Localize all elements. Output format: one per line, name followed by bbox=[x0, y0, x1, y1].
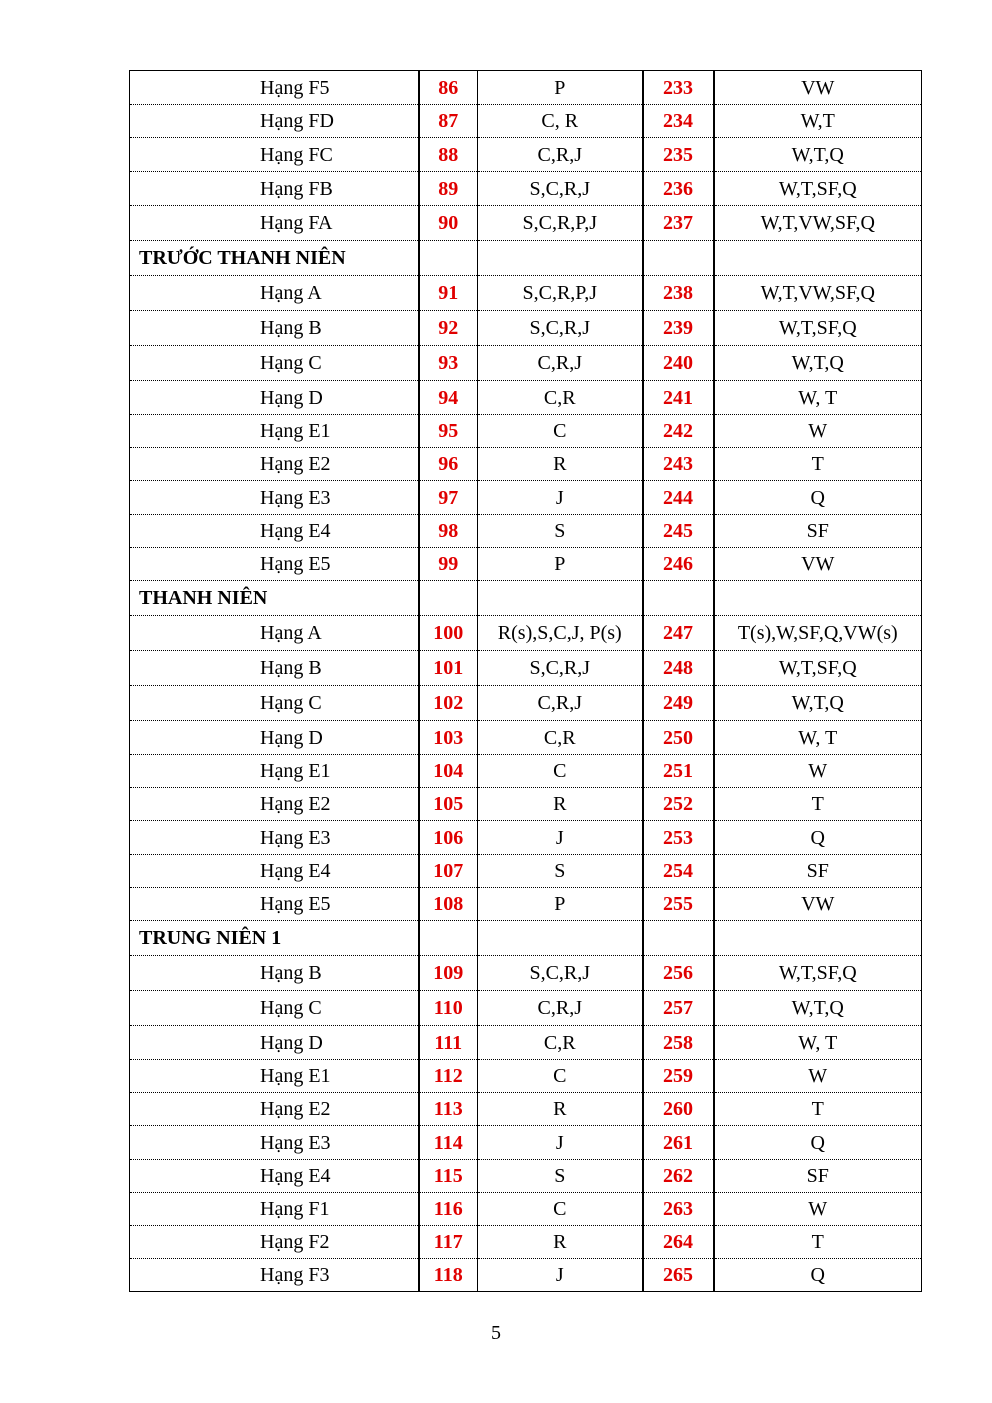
event-number-cell: 233 bbox=[643, 71, 714, 105]
events-cell: C bbox=[478, 415, 643, 448]
section-title: TRUNG NIÊN 1 bbox=[130, 921, 419, 956]
events-cell: T bbox=[714, 788, 922, 821]
table-row bbox=[130, 651, 922, 686]
events-cell: W,T,SF,Q bbox=[714, 651, 922, 686]
table-row bbox=[130, 311, 922, 346]
event-number-cell: 90 bbox=[419, 206, 478, 241]
events-cell: T bbox=[714, 1093, 922, 1126]
event-number-cell: 97 bbox=[419, 481, 478, 515]
table-body bbox=[130, 71, 922, 1292]
event-number-cell: 256 bbox=[643, 956, 714, 991]
category-cell: Hạng B bbox=[130, 311, 419, 346]
events-cell bbox=[714, 241, 922, 276]
table-row bbox=[130, 1160, 922, 1193]
table-row bbox=[130, 721, 922, 755]
events-cell: W,T,SF,Q bbox=[714, 956, 922, 991]
event-number-cell: 86 bbox=[419, 71, 478, 105]
category-cell: Hạng B bbox=[130, 956, 419, 991]
section-title: TRƯỚC THANH NIÊN bbox=[130, 241, 419, 276]
event-number-cell: 93 bbox=[419, 346, 478, 381]
table-row bbox=[130, 1026, 922, 1060]
events-cell bbox=[478, 921, 643, 956]
event-number-cell: 116 bbox=[419, 1193, 478, 1226]
event-number-cell: 247 bbox=[643, 616, 714, 651]
events-cell: C,R,J bbox=[478, 138, 643, 172]
events-cell: C, R bbox=[478, 105, 643, 138]
section-header-row bbox=[130, 241, 922, 276]
table-row bbox=[130, 956, 922, 991]
event-number-cell: 240 bbox=[643, 346, 714, 381]
category-cell: Hạng E5 bbox=[130, 888, 419, 921]
event-number-cell: 101 bbox=[419, 651, 478, 686]
event-number-cell: 117 bbox=[419, 1226, 478, 1259]
events-cell: W, T bbox=[714, 721, 922, 755]
category-cell: Hạng E5 bbox=[130, 548, 419, 581]
events-cell: R bbox=[478, 1093, 643, 1126]
event-number-cell: 259 bbox=[643, 1060, 714, 1093]
category-cell: Hạng E1 bbox=[130, 755, 419, 788]
event-number-cell: 88 bbox=[419, 138, 478, 172]
events-cell: C,R,J bbox=[478, 346, 643, 381]
event-number-cell: 98 bbox=[419, 515, 478, 548]
table-row bbox=[130, 821, 922, 855]
event-number-cell: 251 bbox=[643, 755, 714, 788]
events-cell: S bbox=[478, 855, 643, 888]
events-cell: C,R,J bbox=[478, 686, 643, 721]
events-cell: W,T bbox=[714, 105, 922, 138]
event-number-cell: 111 bbox=[419, 1026, 478, 1060]
events-cell: W,T,Q bbox=[714, 346, 922, 381]
category-cell: Hạng E1 bbox=[130, 1060, 419, 1093]
table-row bbox=[130, 481, 922, 515]
category-cell: Hạng E4 bbox=[130, 515, 419, 548]
event-number-cell: 91 bbox=[419, 276, 478, 311]
event-number-cell: 258 bbox=[643, 1026, 714, 1060]
event-number-cell: 257 bbox=[643, 991, 714, 1026]
events-cell: W,T,Q bbox=[714, 991, 922, 1026]
category-cell: Hạng F2 bbox=[130, 1226, 419, 1259]
category-cell: Hạng A bbox=[130, 616, 419, 651]
events-cell: R(s),S,C,J, P(s) bbox=[478, 616, 643, 651]
events-cell: J bbox=[478, 481, 643, 515]
events-cell: S,C,R,J bbox=[478, 311, 643, 346]
table-row bbox=[130, 616, 922, 651]
events-cell: T bbox=[714, 448, 922, 481]
table-row bbox=[130, 1060, 922, 1093]
category-cell: Hạng E4 bbox=[130, 855, 419, 888]
table-row bbox=[130, 855, 922, 888]
event-number-cell: 108 bbox=[419, 888, 478, 921]
events-cell: J bbox=[478, 821, 643, 855]
table-row bbox=[130, 1259, 922, 1292]
events-cell: C,R bbox=[478, 1026, 643, 1060]
table-row bbox=[130, 788, 922, 821]
section-header-row bbox=[130, 581, 922, 616]
event-number-cell bbox=[643, 921, 714, 956]
event-number-cell: 99 bbox=[419, 548, 478, 581]
table-row bbox=[130, 1126, 922, 1160]
category-cell: Hạng E1 bbox=[130, 415, 419, 448]
table-row bbox=[130, 515, 922, 548]
events-cell: SF bbox=[714, 1160, 922, 1193]
events-cell: P bbox=[478, 888, 643, 921]
events-cell: C,R,J bbox=[478, 991, 643, 1026]
event-number-cell: 102 bbox=[419, 686, 478, 721]
section-title: THANH NIÊN bbox=[130, 581, 419, 616]
section-header-row bbox=[130, 921, 922, 956]
events-cell: W,T,VW,SF,Q bbox=[714, 276, 922, 311]
table-row bbox=[130, 71, 922, 105]
event-number-cell: 110 bbox=[419, 991, 478, 1026]
category-cell: Hạng F3 bbox=[130, 1259, 419, 1292]
table-row bbox=[130, 686, 922, 721]
events-cell: W,T,Q bbox=[714, 686, 922, 721]
page-number: 5 bbox=[491, 1322, 501, 1344]
events-cell: Q bbox=[714, 481, 922, 515]
events-cell: C,R bbox=[478, 381, 643, 415]
events-cell: SF bbox=[714, 855, 922, 888]
event-number-cell: 238 bbox=[643, 276, 714, 311]
events-cell: P bbox=[478, 71, 643, 105]
event-number-cell: 248 bbox=[643, 651, 714, 686]
category-cell: Hạng C bbox=[130, 686, 419, 721]
events-cell bbox=[714, 921, 922, 956]
event-number-cell: 261 bbox=[643, 1126, 714, 1160]
table-row bbox=[130, 206, 922, 241]
event-number-cell: 105 bbox=[419, 788, 478, 821]
table-row bbox=[130, 381, 922, 415]
table-row bbox=[130, 1226, 922, 1259]
category-cell: Hạng F1 bbox=[130, 1193, 419, 1226]
event-number-cell: 239 bbox=[643, 311, 714, 346]
event-number-cell: 242 bbox=[643, 415, 714, 448]
events-cell: W bbox=[714, 1193, 922, 1226]
events-cell: VW bbox=[714, 548, 922, 581]
category-cell: Hạng E3 bbox=[130, 481, 419, 515]
events-cell: S,C,R,J bbox=[478, 172, 643, 206]
category-cell: Hạng C bbox=[130, 991, 419, 1026]
events-cell: S,C,R,J bbox=[478, 651, 643, 686]
events-cell: W,T,Q bbox=[714, 138, 922, 172]
event-number-cell: 109 bbox=[419, 956, 478, 991]
events-cell: C,R bbox=[478, 721, 643, 755]
events-cell: W, T bbox=[714, 381, 922, 415]
table-row bbox=[130, 755, 922, 788]
category-cell: Hạng A bbox=[130, 276, 419, 311]
event-number-cell bbox=[419, 241, 478, 276]
event-number-cell: 235 bbox=[643, 138, 714, 172]
events-cell: W,T,VW,SF,Q bbox=[714, 206, 922, 241]
event-number-cell: 118 bbox=[419, 1259, 478, 1292]
events-cell: S bbox=[478, 1160, 643, 1193]
events-cell: W,T,SF,Q bbox=[714, 172, 922, 206]
table-row bbox=[130, 276, 922, 311]
event-number-cell: 113 bbox=[419, 1093, 478, 1126]
events-cell: Q bbox=[714, 1259, 922, 1292]
event-number-cell: 234 bbox=[643, 105, 714, 138]
event-number-cell: 262 bbox=[643, 1160, 714, 1193]
events-cell: W, T bbox=[714, 1026, 922, 1060]
events-cell: S,C,R,P,J bbox=[478, 276, 643, 311]
events-cell: S,C,R,J bbox=[478, 956, 643, 991]
event-number-cell: 246 bbox=[643, 548, 714, 581]
events-cell: W bbox=[714, 415, 922, 448]
category-table bbox=[129, 70, 922, 1292]
event-number-cell: 243 bbox=[643, 448, 714, 481]
table-row bbox=[130, 1193, 922, 1226]
event-number-cell: 255 bbox=[643, 888, 714, 921]
event-number-cell bbox=[419, 921, 478, 956]
event-number-cell: 112 bbox=[419, 1060, 478, 1093]
event-number-cell: 107 bbox=[419, 855, 478, 888]
event-number-cell: 106 bbox=[419, 821, 478, 855]
category-cell: Hạng F5 bbox=[130, 71, 419, 105]
events-cell: S,C,R,P,J bbox=[478, 206, 643, 241]
event-number-cell: 103 bbox=[419, 721, 478, 755]
events-cell: R bbox=[478, 448, 643, 481]
event-number-cell: 114 bbox=[419, 1126, 478, 1160]
category-cell: Hạng FA bbox=[130, 206, 419, 241]
table-row bbox=[130, 346, 922, 381]
events-cell: W,T,SF,Q bbox=[714, 311, 922, 346]
event-number-cell: 241 bbox=[643, 381, 714, 415]
events-cell: C bbox=[478, 1060, 643, 1093]
event-number-cell: 115 bbox=[419, 1160, 478, 1193]
category-cell: Hạng E2 bbox=[130, 448, 419, 481]
events-cell: Q bbox=[714, 821, 922, 855]
event-number-cell: 245 bbox=[643, 515, 714, 548]
events-cell: J bbox=[478, 1259, 643, 1292]
event-number-cell bbox=[419, 581, 478, 616]
events-cell: C bbox=[478, 755, 643, 788]
event-number-cell: 264 bbox=[643, 1226, 714, 1259]
category-cell: Hạng E3 bbox=[130, 1126, 419, 1160]
events-cell: C bbox=[478, 1193, 643, 1226]
category-cell: Hạng C bbox=[130, 346, 419, 381]
events-cell: SF bbox=[714, 515, 922, 548]
event-number-cell: 94 bbox=[419, 381, 478, 415]
table-row bbox=[130, 172, 922, 206]
table-row bbox=[130, 448, 922, 481]
category-cell: Hạng E4 bbox=[130, 1160, 419, 1193]
event-number-cell: 92 bbox=[419, 311, 478, 346]
event-number-cell: 89 bbox=[419, 172, 478, 206]
event-number-cell bbox=[643, 581, 714, 616]
event-number-cell: 236 bbox=[643, 172, 714, 206]
category-cell: Hạng D bbox=[130, 1026, 419, 1060]
category-cell: Hạng B bbox=[130, 651, 419, 686]
event-number-cell: 263 bbox=[643, 1193, 714, 1226]
event-number-cell: 254 bbox=[643, 855, 714, 888]
table-row bbox=[130, 991, 922, 1026]
event-number-cell bbox=[643, 241, 714, 276]
events-cell: P bbox=[478, 548, 643, 581]
event-number-cell: 100 bbox=[419, 616, 478, 651]
events-cell: Q bbox=[714, 1126, 922, 1160]
events-cell: VW bbox=[714, 888, 922, 921]
table-row bbox=[130, 1093, 922, 1126]
category-cell: Hạng FD bbox=[130, 105, 419, 138]
events-cell: J bbox=[478, 1126, 643, 1160]
event-number-cell: 250 bbox=[643, 721, 714, 755]
table-row bbox=[130, 548, 922, 581]
events-cell: VW bbox=[714, 71, 922, 105]
category-cell: Hạng D bbox=[130, 381, 419, 415]
table-row bbox=[130, 888, 922, 921]
event-number-cell: 95 bbox=[419, 415, 478, 448]
events-cell: R bbox=[478, 1226, 643, 1259]
category-cell: Hạng FC bbox=[130, 138, 419, 172]
event-number-cell: 260 bbox=[643, 1093, 714, 1126]
event-number-cell: 237 bbox=[643, 206, 714, 241]
category-cell: Hạng FB bbox=[130, 172, 419, 206]
events-cell: S bbox=[478, 515, 643, 548]
events-cell: W bbox=[714, 755, 922, 788]
table-row bbox=[130, 415, 922, 448]
events-cell bbox=[478, 241, 643, 276]
events-cell: T(s),W,SF,Q,VW(s) bbox=[714, 616, 922, 651]
event-number-cell: 244 bbox=[643, 481, 714, 515]
events-cell bbox=[714, 581, 922, 616]
event-number-cell: 96 bbox=[419, 448, 478, 481]
table-row bbox=[130, 105, 922, 138]
category-cell: Hạng E2 bbox=[130, 788, 419, 821]
events-cell: T bbox=[714, 1226, 922, 1259]
event-number-cell: 253 bbox=[643, 821, 714, 855]
event-number-cell: 252 bbox=[643, 788, 714, 821]
event-number-cell: 104 bbox=[419, 755, 478, 788]
table-row bbox=[130, 138, 922, 172]
category-cell: Hạng D bbox=[130, 721, 419, 755]
event-number-cell: 87 bbox=[419, 105, 478, 138]
events-cell bbox=[478, 581, 643, 616]
events-cell: R bbox=[478, 788, 643, 821]
event-number-cell: 249 bbox=[643, 686, 714, 721]
category-cell: Hạng E2 bbox=[130, 1093, 419, 1126]
event-number-cell: 265 bbox=[643, 1259, 714, 1292]
events-cell: W bbox=[714, 1060, 922, 1093]
category-cell: Hạng E3 bbox=[130, 821, 419, 855]
